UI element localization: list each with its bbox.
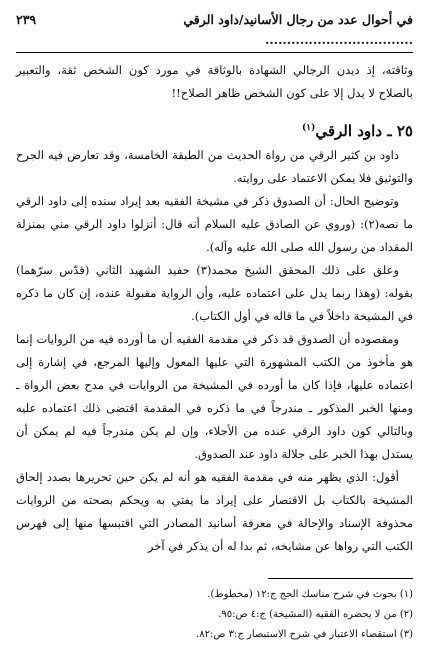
header-title: في أحوال عدد من رجال الأسانيد/داود الرقي .................................. bbox=[183, 12, 413, 47]
footnote-1: (١) بحوث في شرح مناسك الحج ج:١٢ (مخطوط). bbox=[207, 589, 413, 600]
running-head bbox=[16, 10, 413, 50]
section-title: ٢٥ ـ داود الرقي bbox=[315, 122, 413, 140]
section-note-ref: (١) bbox=[301, 123, 316, 133]
footnotes bbox=[16, 585, 413, 645]
footnote-rule bbox=[268, 578, 413, 579]
header-rule bbox=[16, 52, 413, 53]
intro-paragraph: وثاقته، إذ ديدن الرجالي الشهادة بالوثاقة في مورد كون الشخص ثقة، والتعبير بالصلاح لا يدل إلا على كون الشخص ظاهر الصلاح!! bbox=[16, 63, 413, 100]
section-heading bbox=[16, 115, 413, 144]
body-paragraph-4: ومقصوده أن الصدوق قد ذكر في مقدمة الفقيه أن ما أورده فيه من الروايات إنما هو مأخوذ من الكتب المشهورة التي عليها المعول وإليها المرجع، في إشارة إلى اعتماده عليها، فإذا كان ما أورده في المشيخة من الروايات في مدح بعض الرواة ـ ومنها الخبر المذكور ـ مندرجاً في ما ذكره في المقدمة اقتضى ذلك اعتماده عليه وبالتالي كون داود الرقي عنده من الأجلاء، وإن لم يكن مندرجاً فيه لم يمكن أن يستدل بهذا الخبر على جلالة داود عند الصدوق. bbox=[16, 332, 413, 461]
body-paragraph-1: داود بن كثير الرقي من رواة الحديث من الطبقة الخامسة، وقد تعارض فيه الجرح والتوثيق فلا يمكن الاعتماد على روايته. bbox=[16, 148, 413, 185]
page-number: ٢٣٩ bbox=[16, 12, 37, 27]
body-paragraph-5: أقول: الذي يظهر منه في مقدمة الفقيه هو أنه لم يكن حين تحريرها بصدد إلحاق المشيخة بالكتاب بل الاقتصار على إيراد ما يفتي به ويحكم بصحته من الروايات محذوفة الإسناد والإحالة في معرفة أسانيد المصادر التي اقتبسها منها إلى فهرس الكتب التي رواها عن مشايخه، ثم بدا له أن يذكر في آخر bbox=[16, 470, 413, 553]
footnote-3: (٣) استقصاء الاعتبار في شرح الاستبصار ج:٣ ص:٨٢. bbox=[196, 629, 413, 640]
body-paragraph-2: وتوضيح الحال: أن الصدوق ذكر في مشيخة الفقيه بعد إيراد سنده إلى داود الرقي ما نصه(٢): (وروي عن الصادق عليه السلام أنه قال: أنزلوا داود الرقي مني بمنزلة المقداد من رسول الله صلى الله عليه وآله). bbox=[16, 194, 413, 254]
footnote-2: (٢) من لا يحضره الفقيه (المشيخة) ج:٤ ص:٩٥. bbox=[218, 609, 413, 620]
body-paragraph-3: وعلق على ذلك المحقق الشيخ محمد(٣) حفيد الشهيد الثاني (قدّس سرّهما) بقوله: (وهذا ربما يدل على اعتماده عليه، وأن الرواية مقبولة عنده، إن كان ما ذكره في المشيخة داخلاً في ما قاله في أول الكتاب). bbox=[16, 263, 413, 323]
